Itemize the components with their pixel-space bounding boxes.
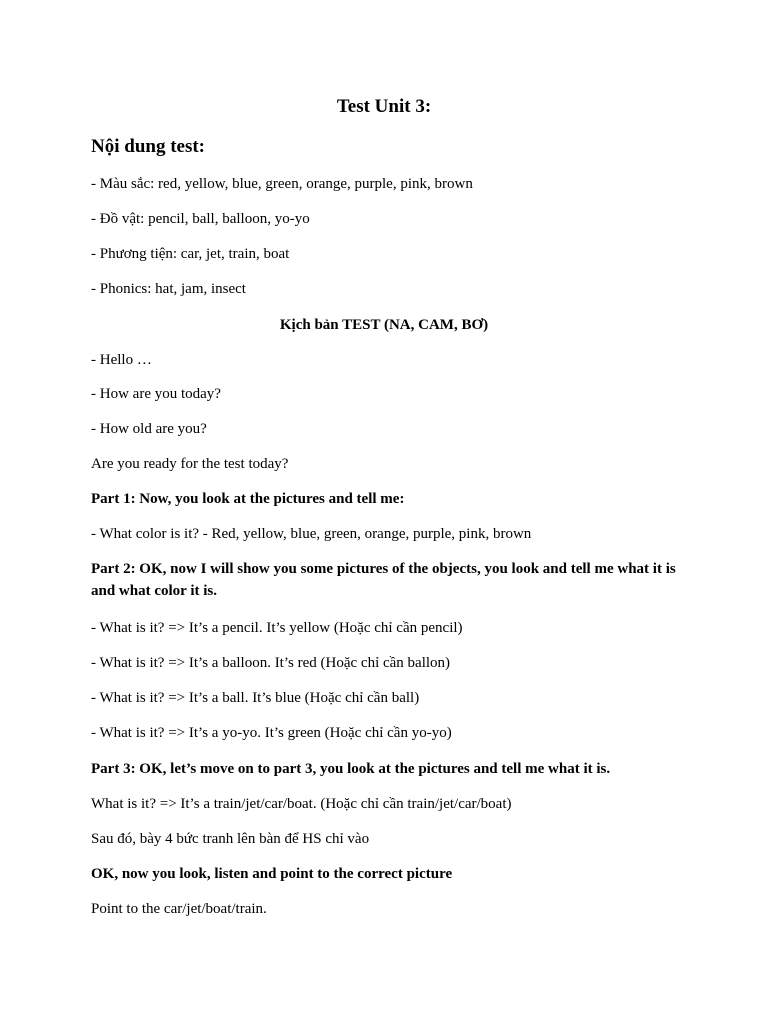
ready-question: Are you ready for the test today? <box>91 456 289 472</box>
part1-question: - What color is it? - Red, yellow, blue, green, orange, purple, pink, brown <box>91 526 532 542</box>
content-item-colors: - Màu sắc: red, yellow, blue, green, orange, purple, pink, brown <box>91 176 473 192</box>
greeting-how-old: - How old are you? <box>91 421 207 437</box>
part2-item-balloon: - What is it? => It’s a balloon. It’s red (Hoặc chỉ cần ballon) <box>91 655 451 671</box>
part1-heading: Part 1: Now, you look at the pictures and tell me: <box>91 491 405 507</box>
part2-item-yoyo: - What is it? => It’s a yo-yo. It’s green (Hoặc chỉ cần yo-yo) <box>91 725 452 741</box>
content-item-vehicles: - Phương tiện: car, jet, train, boat <box>91 246 290 262</box>
greeting-hello: - Hello … <box>91 352 152 368</box>
part2-heading: Part 2: OK, now I will show you some pictures of the objects, you look and tell me what it is and what color it is. <box>91 561 676 599</box>
greeting-how-are-you: - How are you today? <box>91 386 221 402</box>
part3-instruction: Sau đó, bày 4 bức tranh lên bàn để HS chỉ vào <box>91 831 370 847</box>
part3-point-prompt: Point to the car/jet/boat/train. <box>91 901 267 917</box>
part3-point-heading: OK, now you look, listen and point to the correct picture <box>91 866 453 882</box>
document-title: Test Unit 3: <box>336 96 432 117</box>
part3-heading: Part 3: OK, let’s move on to part 3, you look at the pictures and tell me what it is. <box>91 761 611 777</box>
part2-item-pencil: - What is it? => It’s a pencil. It’s yellow (Hoặc chỉ cần pencil) <box>91 620 463 636</box>
content-item-objects: - Đồ vật: pencil, ball, balloon, yo-yo <box>91 211 310 227</box>
content-item-phonics: - Phonics: hat, jam, insect <box>91 281 246 297</box>
script-heading: Kịch bản TEST (NA, CAM, BƠ) <box>279 317 489 333</box>
part3-answer: What is it? => It’s a train/jet/car/boat. (Hoặc chỉ cần train/jet/car/boat) <box>91 796 512 812</box>
content-heading: Nội dung test: <box>91 136 206 157</box>
part2-item-ball: - What is it? => It’s a ball. It’s blue (Hoặc chỉ cần ball) <box>91 690 420 706</box>
